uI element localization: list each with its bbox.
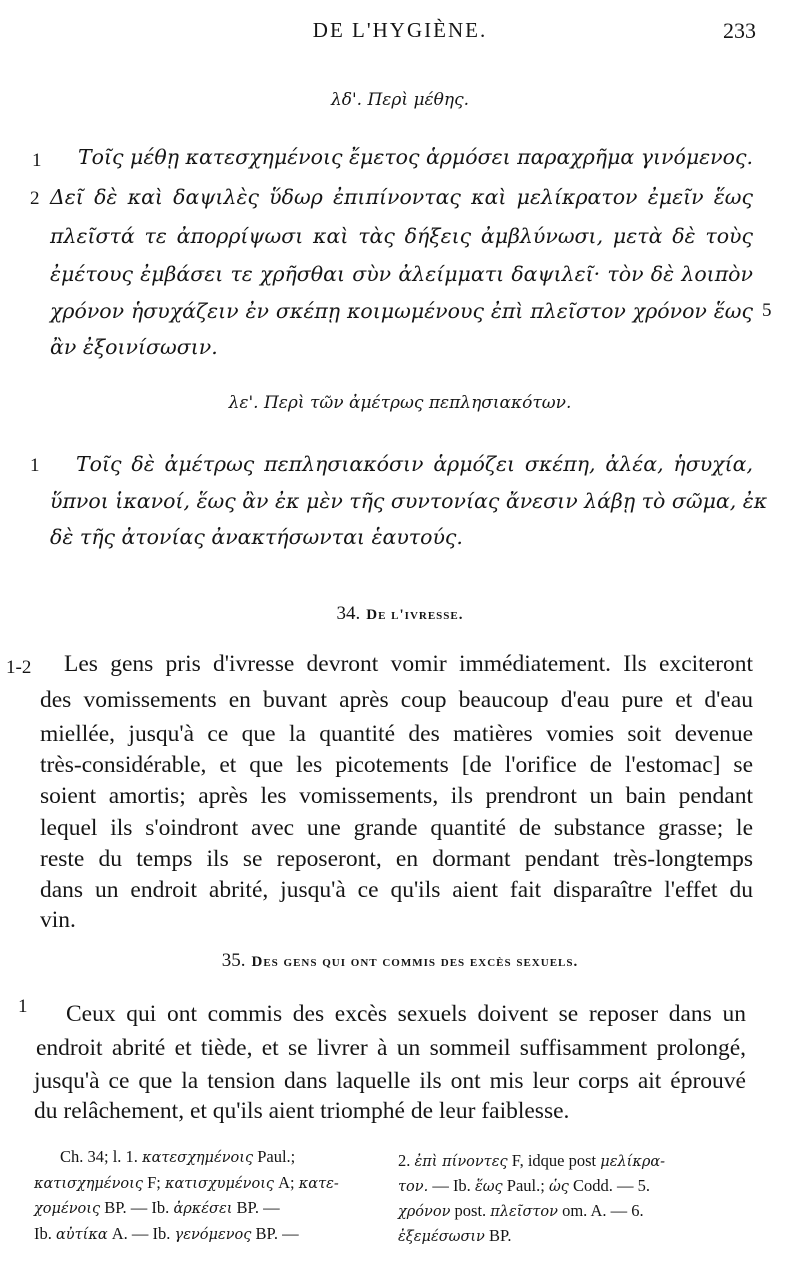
french-34-line-2: des vomissements en buvant après coup beaucoup d'eau pure et d'eau <box>40 687 753 713</box>
french-34-line-9: vin. <box>40 907 76 933</box>
french-34-line-3: miellée, jusqu'à ce que la quantité des matières vomies soit devenue <box>40 721 753 747</box>
french-heading-34 <box>0 603 800 625</box>
page-number: 233 <box>723 18 756 43</box>
greek-35-line-2: ὕπνοι ἱκανοί, ἕως ἂν ἐκ μὲν τῆς συντονίας ἄνεσιν λάβῃ τὸ σῶμα, ἐκ <box>50 489 768 513</box>
footnote-right-line-4: ἐξεμέσωσιν BP. <box>398 1226 512 1245</box>
margin-number-1-2: 1-2 <box>6 657 32 678</box>
french-34-line-4: très-considérable, et que les picotements [de l'orifice de l'estomac] se <box>40 752 753 778</box>
greek-35-line-1: Τοῖς δὲ ἀμέτρως πεπλησιακόσιν ἁρμόζει σκέπη, ἀλέα, ἡσυχία, <box>76 452 753 476</box>
greek-34-line-6: ἂν ἐξοινίσωσιν. <box>50 335 218 359</box>
french-34-line-1: Les gens pris d'ivresse devront vomir immédiatement. Ils exciteront <box>64 651 753 677</box>
french-34-line-5: soient amortis; après les vomissements, ils prendront un bain pendant <box>40 783 753 809</box>
greek-35-line-3: δὲ τῆς ἀτονίας ἀνακτήσωνται ἑαυτούς. <box>50 525 463 549</box>
greek-34-line-4: ἐμέτους ἐμβάσει τε χρῆσθαι σὺν ἀλείμματι δαψιλεῖ· τὸν δὲ λοιπὸν <box>50 262 753 286</box>
greek-heading-34: λδ'. Περὶ μέθης. <box>330 90 470 110</box>
heading-text: Des gens qui ont commis des excès sexuels. <box>251 954 579 970</box>
heading-number: 35. <box>221 950 246 971</box>
margin-number-5: 5 <box>762 300 772 321</box>
greek-34-line-1: Τοῖς μέθῃ κατεσχημένοις ἔμετος ἁρμόσει παραχρῆμα γινόμενος. <box>78 145 753 169</box>
french-35-line-2: endroit abrité et tiède, et se livrer à un sommeil suffisamment prolongé, <box>36 1035 746 1061</box>
footnote-right-line-3: χρόνον post. πλεῖστον om. A. — 6. <box>398 1201 644 1220</box>
margin-number-35-french: 1 <box>18 996 28 1017</box>
french-35-line-3: jusqu'à ce que la tension dans laquelle ils ont mis leur corps ait éprouvé <box>34 1068 746 1094</box>
heading-number: 34. <box>336 603 361 624</box>
french-34-line-6: lequel ils s'oindront avec une grande quantité de substance grasse; le <box>40 815 753 841</box>
footnote-right-line-2: τον. — Ib. ἕως Paul.; ὡς Codd. — 5. <box>398 1176 651 1195</box>
french-34-line-7: reste du temps ils se reposeront, en dormant pendant très-longtemps <box>40 846 753 872</box>
greek-34-line-5: χρόνον ἡσυχάζειν ἐν σκέπῃ κοιμωμένους ἐπὶ πλεῖστον χρόνον ἕως <box>50 299 753 323</box>
greek-34-line-2: Δεῖ δὲ καὶ δαψιλὲς ὕδωρ ἐπιπίνοντας καὶ μελίκρατον ἐμεῖν ἕως <box>50 185 753 209</box>
margin-number-35-greek: 1 <box>30 455 40 476</box>
running-title: DE L'HYGIÈNE. <box>312 18 488 42</box>
footnote-left-line-3: χομένοις BP. — Ib. ἀρκέσει BP. — <box>34 1198 280 1217</box>
french-35-line-1: Ceux qui ont commis des excès sexuels doivent se reposer dans un <box>66 1001 746 1027</box>
margin-number-2: 2 <box>30 188 40 209</box>
footnote-left-line-2: κατισχημένοις F; κατισχυμένοις A; κατε- <box>34 1173 339 1192</box>
footnote-left-line-1: Ch. 34; l. 1. κατεσχημένοις Paul.; <box>60 1147 296 1166</box>
heading-text: De l'ivresse. <box>366 607 464 623</box>
greek-34-line-3: πλεῖστά τε ἀπορρίψωσι καὶ τὰς δήξεις ἀμβλύνωσι, μετὰ δὲ τοὺς <box>50 224 753 248</box>
footnote-right-line-1: 2. ἐπὶ πίνοντες F, idque post μελίκρα- <box>398 1151 666 1170</box>
footnote-left-line-4: Ib. αὐτίκα A. — Ib. γενόμενος BP. — <box>34 1224 299 1243</box>
greek-heading-35: λε'. Περὶ τῶν ἀμέτρως πεπλησιακότων. <box>228 393 572 413</box>
french-heading-35 <box>0 950 800 972</box>
french-35-line-4: du relâchement, et qu'ils aient triomphé de leur faiblesse. <box>34 1098 570 1124</box>
margin-number-1: 1 <box>32 150 42 171</box>
french-34-line-8: dans un endroit abrité, jusqu'à ce qu'ils aient fait disparaître l'effet du <box>40 877 753 903</box>
